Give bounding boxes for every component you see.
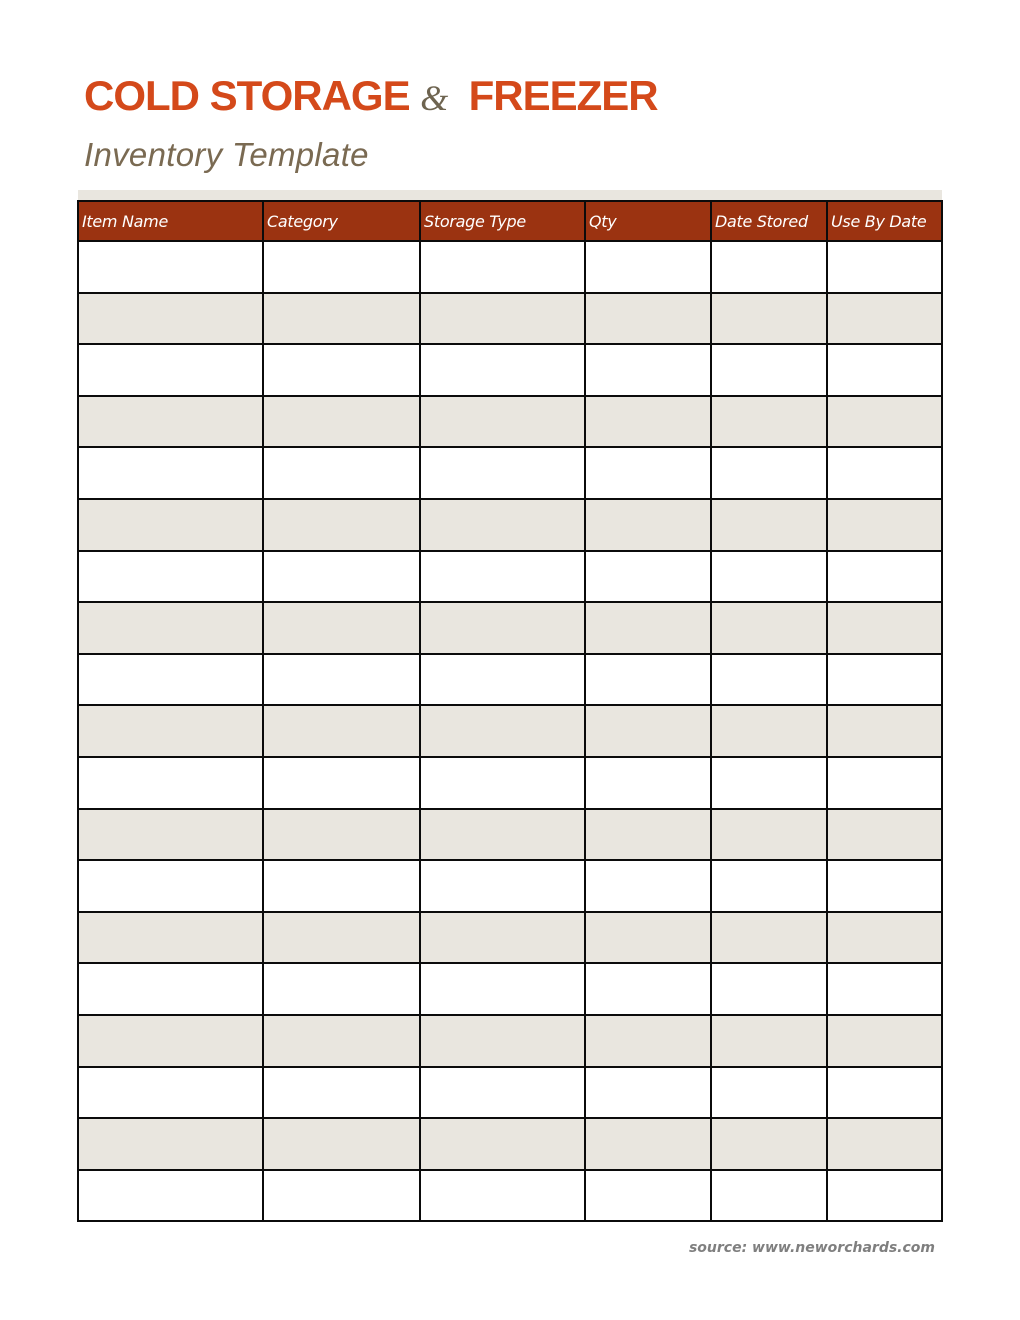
column-header-use-by-date: Use By Date [827, 201, 942, 241]
cell-date-stored[interactable] [711, 654, 827, 706]
cell-qty[interactable] [585, 344, 711, 396]
cell-item-name[interactable] [78, 602, 263, 654]
cell-use-by-date[interactable] [827, 1118, 942, 1170]
cell-qty[interactable] [585, 1067, 711, 1119]
cell-item-name[interactable] [78, 1118, 263, 1170]
cell-storage-type[interactable] [420, 1170, 585, 1222]
cell-date-stored[interactable] [711, 447, 827, 499]
cell-use-by-date[interactable] [827, 241, 942, 293]
cell-storage-type[interactable] [420, 809, 585, 861]
table-row [78, 1067, 942, 1119]
cell-date-stored[interactable] [711, 241, 827, 293]
cell-qty[interactable] [585, 705, 711, 757]
cell-category[interactable] [263, 809, 420, 861]
table-row [78, 963, 942, 1015]
cell-storage-type[interactable] [420, 241, 585, 293]
cell-category[interactable] [263, 1170, 420, 1222]
cell-use-by-date[interactable] [827, 551, 942, 603]
cell-item-name[interactable] [78, 654, 263, 706]
table-row [78, 293, 942, 345]
column-header-item-name: Item Name [78, 201, 263, 241]
cell-qty[interactable] [585, 1015, 711, 1067]
cell-use-by-date[interactable] [827, 705, 942, 757]
cell-storage-type[interactable] [420, 344, 585, 396]
cell-storage-type[interactable] [420, 396, 585, 448]
table-row [78, 396, 942, 448]
cell-category[interactable] [263, 293, 420, 345]
cell-use-by-date[interactable] [827, 344, 942, 396]
cell-use-by-date[interactable] [827, 293, 942, 345]
cell-category[interactable] [263, 654, 420, 706]
column-header-storage-type: Storage Type [420, 201, 585, 241]
table-row [78, 860, 942, 912]
cell-item-name[interactable] [78, 1170, 263, 1222]
page-subtitle: Inventory Template [84, 136, 369, 173]
table-row [78, 912, 942, 964]
cell-qty[interactable] [585, 241, 711, 293]
cell-date-stored[interactable] [711, 757, 827, 809]
cell-category[interactable] [263, 396, 420, 448]
cell-date-stored[interactable] [711, 344, 827, 396]
cell-qty[interactable] [585, 963, 711, 1015]
cell-storage-type[interactable] [420, 757, 585, 809]
table-row [78, 1170, 942, 1222]
cell-qty[interactable] [585, 809, 711, 861]
cell-item-name[interactable] [78, 344, 263, 396]
cell-storage-type[interactable] [420, 912, 585, 964]
title-ampersand: & [420, 78, 448, 118]
cell-use-by-date[interactable] [827, 912, 942, 964]
table-row [78, 241, 942, 293]
cell-storage-type[interactable] [420, 602, 585, 654]
cell-date-stored[interactable] [711, 705, 827, 757]
cell-qty[interactable] [585, 551, 711, 603]
cell-item-name[interactable] [78, 241, 263, 293]
cell-use-by-date[interactable] [827, 654, 942, 706]
cell-item-name[interactable] [78, 912, 263, 964]
cell-use-by-date[interactable] [827, 602, 942, 654]
column-header-qty: Qty [585, 201, 711, 241]
cell-qty[interactable] [585, 654, 711, 706]
cell-category[interactable] [263, 447, 420, 499]
cell-category[interactable] [263, 344, 420, 396]
cell-item-name[interactable] [78, 551, 263, 603]
cell-category[interactable] [263, 912, 420, 964]
cell-use-by-date[interactable] [827, 447, 942, 499]
cell-qty[interactable] [585, 860, 711, 912]
cell-item-name[interactable] [78, 963, 263, 1015]
table-row [78, 551, 942, 603]
cell-use-by-date[interactable] [827, 1170, 942, 1222]
cell-category[interactable] [263, 602, 420, 654]
cell-item-name[interactable] [78, 1067, 263, 1119]
cell-qty[interactable] [585, 602, 711, 654]
cell-item-name[interactable] [78, 396, 263, 448]
table-row [78, 654, 942, 706]
cell-storage-type[interactable] [420, 963, 585, 1015]
table-row [78, 602, 942, 654]
table-row [78, 1118, 942, 1170]
cell-category[interactable] [263, 1067, 420, 1119]
table-row [78, 757, 942, 809]
table-row [78, 1015, 942, 1067]
cell-category[interactable] [263, 1118, 420, 1170]
cell-use-by-date[interactable] [827, 499, 942, 551]
title-cold-storage: COLD STORAGE [84, 72, 421, 119]
column-header-date-stored: Date Stored [711, 201, 827, 241]
cell-qty[interactable] [585, 912, 711, 964]
cell-storage-type[interactable] [420, 1015, 585, 1067]
cell-date-stored[interactable] [711, 1118, 827, 1170]
cell-storage-type[interactable] [420, 1118, 585, 1170]
cell-category[interactable] [263, 551, 420, 603]
title-freezer: FREEZER [447, 72, 658, 119]
cell-item-name[interactable] [78, 705, 263, 757]
cell-storage-type[interactable] [420, 499, 585, 551]
cell-storage-type[interactable] [420, 447, 585, 499]
cell-date-stored[interactable] [711, 1015, 827, 1067]
cell-date-stored[interactable] [711, 602, 827, 654]
cell-date-stored[interactable] [711, 912, 827, 964]
cell-storage-type[interactable] [420, 654, 585, 706]
cell-qty[interactable] [585, 1118, 711, 1170]
cell-category[interactable] [263, 241, 420, 293]
cell-item-name[interactable] [78, 447, 263, 499]
cell-item-name[interactable] [78, 757, 263, 809]
cell-qty[interactable] [585, 293, 711, 345]
cell-qty[interactable] [585, 447, 711, 499]
cell-qty[interactable] [585, 757, 711, 809]
table-body [78, 241, 942, 1221]
cell-storage-type[interactable] [420, 1067, 585, 1119]
cell-storage-type[interactable] [420, 860, 585, 912]
source-credit: source: www.neworchards.com [688, 1240, 935, 1256]
cell-category[interactable] [263, 705, 420, 757]
cell-date-stored[interactable] [711, 860, 827, 912]
table-row [78, 344, 942, 396]
cell-use-by-date[interactable] [827, 396, 942, 448]
cell-category[interactable] [263, 860, 420, 912]
cell-date-stored[interactable] [711, 499, 827, 551]
cell-use-by-date[interactable] [827, 860, 942, 912]
cell-qty[interactable] [585, 1170, 711, 1222]
cell-category[interactable] [263, 1015, 420, 1067]
cell-date-stored[interactable] [711, 551, 827, 603]
table-header-row [78, 201, 942, 241]
table-row [78, 499, 942, 551]
cell-use-by-date[interactable] [827, 1015, 942, 1067]
cell-use-by-date[interactable] [827, 757, 942, 809]
cell-date-stored[interactable] [711, 1067, 827, 1119]
cell-item-name[interactable] [78, 809, 263, 861]
cell-date-stored[interactable] [711, 963, 827, 1015]
cell-date-stored[interactable] [711, 396, 827, 448]
table-row [78, 447, 942, 499]
cell-use-by-date[interactable] [827, 1067, 942, 1119]
table-row [78, 705, 942, 757]
cell-item-name[interactable] [78, 293, 263, 345]
cell-category[interactable] [263, 757, 420, 809]
cell-category[interactable] [263, 963, 420, 1015]
column-header-category: Category [263, 201, 420, 241]
cell-item-name[interactable] [78, 499, 263, 551]
cell-qty[interactable] [585, 396, 711, 448]
table-row [78, 809, 942, 861]
cell-storage-type[interactable] [420, 551, 585, 603]
cell-date-stored[interactable] [711, 1170, 827, 1222]
cell-item-name[interactable] [78, 1015, 263, 1067]
cell-category[interactable] [263, 499, 420, 551]
cell-storage-type[interactable] [420, 705, 585, 757]
cell-use-by-date[interactable] [827, 809, 942, 861]
cell-use-by-date[interactable] [827, 963, 942, 1015]
cell-storage-type[interactable] [420, 293, 585, 345]
inventory-table [77, 200, 943, 1222]
cell-item-name[interactable] [78, 860, 263, 912]
cell-date-stored[interactable] [711, 293, 827, 345]
cell-qty[interactable] [585, 499, 711, 551]
page-title [84, 72, 658, 120]
cell-date-stored[interactable] [711, 809, 827, 861]
